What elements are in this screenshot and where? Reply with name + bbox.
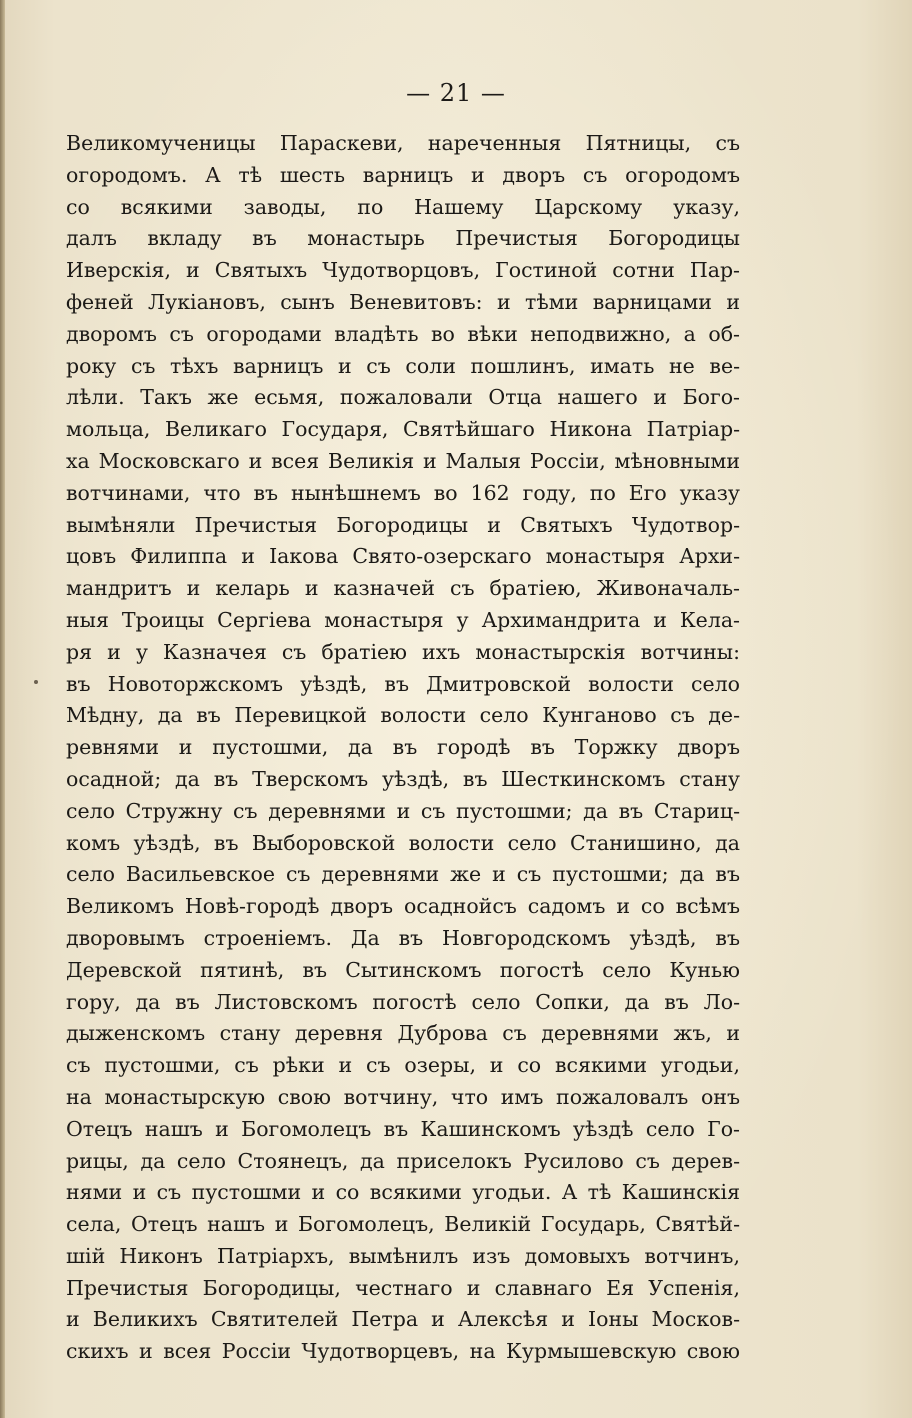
text-line: ревнями и пустошми, да въ городѣ въ Торжку дворъ xyxy=(66,735,740,760)
text-line: село Васильевское съ деревнями же и съ пустошми; да въ xyxy=(66,862,740,887)
text-line: мандритъ и келарь и казначей съ братіею, Живоначаль- xyxy=(66,576,740,601)
text-line: ря и у Казначея съ братіею ихъ монастырскія вотчины: xyxy=(66,639,740,664)
text-line: и Великихъ Святителей Петра и Алексѣя и Іоны Москов- xyxy=(66,1307,740,1332)
text-line: рицы, да село Стоянецъ, да приселокъ Русилово съ дерев- xyxy=(66,1148,740,1173)
text-line: дворомъ съ огородами владѣть во вѣки неподвижно, а об- xyxy=(66,321,740,346)
text-line: дворовымъ строеніемъ. Да въ Новгородскомъ уѣздѣ, въ xyxy=(66,925,740,950)
text-line: Пречистыя Богородицы, честнаго и славнаго Ея Успенія, xyxy=(66,1275,740,1300)
text-line: съ пустошми, съ рѣки и съ озеры, и со всякими угодьи, xyxy=(66,1053,740,1078)
page-binding-edge xyxy=(0,0,5,1418)
text-line: цовъ Филиппа и Іакова Свято-озерскаго монастыря Архи- xyxy=(66,544,740,569)
text-line: шій Никонъ Патріархъ, вымѣнилъ изъ домовыхъ вотчинъ, xyxy=(66,1243,740,1268)
text-line: дыженскомъ стану деревня Дуброва съ деревнями жъ, и xyxy=(66,1021,740,1046)
text-line: Великомъ Новѣ-городѣ дворъ осаднойсъ садомъ и со всѣмъ xyxy=(66,894,740,919)
text-line: село Стружну съ деревнями и съ пустошми; да въ Стариц- xyxy=(66,798,740,823)
text-line: вотчинами, что въ нынѣшнемъ во 162 году, по Его указу xyxy=(66,480,740,505)
text-line: села, Отецъ нашъ и Богомолецъ, Великій Государь, Святѣй- xyxy=(66,1212,740,1237)
text-line: Деревской пятинѣ, въ Сытинскомъ погостѣ село Кунью xyxy=(66,957,740,982)
text-line: мольца, Великаго Государя, Святѣйшаго Никона Патріар- xyxy=(66,417,740,442)
text-line: комъ уѣздѣ, въ Выборовской волости село Станишино, да xyxy=(66,830,740,855)
text-line: ныя Троицы Сергіева монастыря у Архимандрита и Кела- xyxy=(66,607,740,632)
text-line: лѣли. Такъ же есьмя, пожаловали Отца нашего и Бого- xyxy=(66,385,740,410)
text-line: далъ вкладу въ монастырь Пречистыя Богородицы xyxy=(66,226,740,251)
text-line: гору, да въ Листовскомъ погостѣ село Сопки, да въ Ло- xyxy=(66,989,740,1014)
text-line: Иверскія, и Святыхъ Чудотворцовъ, Гостиной сотни Пар- xyxy=(66,258,740,283)
text-line: со всякими заводы, по Нашему Царскому указу, xyxy=(66,194,740,219)
text-line: скихъ и всея Россіи Чудотворцевъ, на Курмышевскую свою xyxy=(66,1339,740,1364)
text-line: осадной; да въ Тверскомъ уѣздѣ, въ Шесткинскомъ стану xyxy=(66,766,740,791)
text-line: ха Московскаго и всея Великія и Малыя Россіи, мѣновными xyxy=(66,448,740,473)
text-line: вымѣняли Пречистыя Богородицы и Святыхъ Чудотвор- xyxy=(66,512,740,537)
text-line: на монастырскую свою вотчину, что имъ пожаловалъ онъ xyxy=(66,1084,740,1109)
margin-mark xyxy=(34,680,38,684)
text-line: нями и съ пустошми и со всякими угодьи. А тѣ Кашинскія xyxy=(66,1180,740,1205)
text-line: Отецъ нашъ и Богомолецъ въ Кашинскомъ уѣздѣ село Го- xyxy=(66,1116,740,1141)
text-line: року съ тѣхъ варницъ и съ соли пошлинъ, имать не ве- xyxy=(66,353,740,378)
text-line: огородомъ. А тѣ шесть варницъ и дворъ съ огородомъ xyxy=(66,162,740,187)
text-line: феней Лукіановъ, сынъ Веневитовъ: и тѣми варницами и xyxy=(66,289,740,314)
page-number: — 21 — xyxy=(406,79,506,107)
text-line: Мѣдну, да въ Перевицкой волости село Кунганово съ де- xyxy=(66,703,740,728)
body-text xyxy=(66,128,740,1368)
text-line: въ Новоторжскомъ уѣздѣ, въ Дмитровской волости село xyxy=(66,671,740,696)
text-line: Великомученицы Параскеви, нареченныя Пятницы, съ xyxy=(66,131,740,155)
